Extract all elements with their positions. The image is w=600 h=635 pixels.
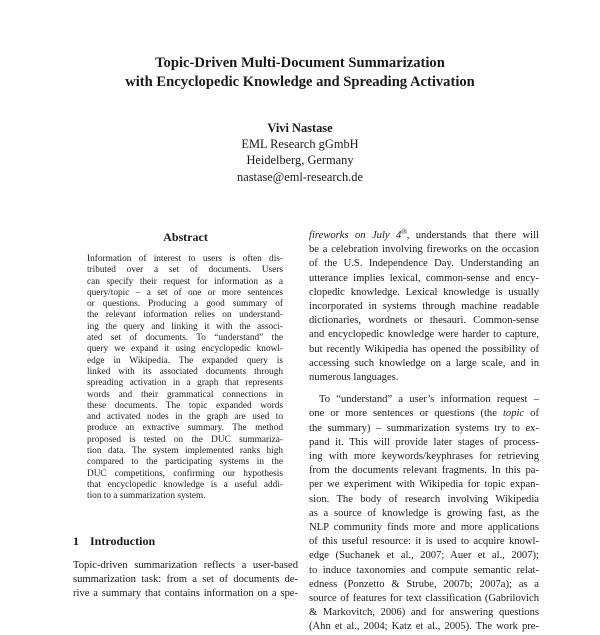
text-line: utterance implies lexical, common-sense and ency- [309,272,539,284]
text-line: rive a summary that contains information on a spe- [73,588,298,600]
text-line: dictionaries, wordnets or thesauri. Common-sense [309,315,539,327]
topic-italic: topic [502,408,525,420]
right-paragraph-2 [309,422,539,635]
text-line: these documents. The topic expanded words [87,400,283,411]
text-line: edness (Ponzetto & Strube, 2007b; 2007a); as a [309,578,539,590]
text-line: can specify their request for information as a [87,276,283,287]
title-line-1: Topic-Driven Multi-Document Summarization [155,55,445,71]
text-line: query/topic – a set of one or more sentences [87,287,283,298]
text-line: of the U.S. Independence Day. Understanding an [309,258,539,270]
right-paragraph-2-first-line: To “understand” a user’s information request – [319,394,539,406]
text-line: edge in Wikipedia. The expanded query is [87,355,283,366]
text-line: tion to a summarization system. [87,491,206,502]
abstract-heading: Abstract [163,230,208,244]
section-number: 1 [73,534,79,548]
introduction-text [73,559,298,601]
text-line: numerous languages. [309,372,399,384]
left-column [73,230,298,503]
abstract-body [87,254,283,503]
text-line: (Ahn et al., 2004; Katz et al., 2005). The work pre- [309,621,539,633]
text-line: DUC competitions, confirming our hypothesis [87,468,283,479]
text-line: ing the query and linking it with the associ- [87,321,283,332]
author-email: nastase@eml-research.de [237,169,363,184]
text-line: words and their grammatical connections in [87,389,283,400]
author-location: Heidelberg, Germany [246,153,354,168]
author-name: Vivi Nastase [267,121,333,135]
text-line: tion data. The system implemented ranks high [87,446,283,457]
text-line: ing with more keywords/keyphrases for retrieving [309,451,539,463]
text-line: tributed over a set of documents. Users [87,265,283,276]
text-line: NLP community finds more and more applications [309,522,539,534]
right-column-first-line [309,229,539,243]
text-line: incorporated in systems through machine readable [309,301,539,313]
text-line: that encyclopedic knowledge is a useful addi- [87,479,283,490]
text-line: spreading activation in a graph that represents [87,378,283,389]
text-line: per we experiment with Wikipedia for topic expan- [309,479,539,491]
first-line-superscript: th [401,227,407,236]
text-line: or questions. Producing a good summary of [87,299,283,310]
text-line: as a source of knowledge is growing fast, as the [309,507,539,519]
text-line: and encyclopedic knowledge were harder to capture, [309,329,539,341]
right-paragraph-1 [309,243,539,385]
text-line: produce an extractive summary. The method [87,423,283,434]
text-line: pand it. This will provide later stages of process- [309,436,539,448]
text-line: Topic-driven summarization reflects a user-based [73,560,298,571]
section-heading-introduction [73,534,155,548]
text-line: the summary) – summarization systems try to ex- [309,422,539,434]
author-block [0,120,600,185]
right-paragraph-2-second-line [309,407,539,421]
title-line-2: with Encyclopedic Knowledge and Spreading Activation [125,74,475,90]
text-line: edge (Suchanek et al., 2007; Auer et al., 2007); [309,550,539,562]
text-line: source of features for text classification (Gabrilovich [309,593,539,605]
text-line: compared to the participating systems in the [87,457,283,468]
text-line: accessing such knowledge on a large scale, and in [309,357,539,369]
text-line: sion. The body of research involving Wikipedia [309,493,539,505]
text-line: from the documents relevant fragments. In this pa- [309,465,539,477]
text-line: clopedic knowledge. Lexical knowledge is usually [309,286,539,298]
text-line: ated set of documents. To “understand” the [87,333,283,344]
text-line: linked with its associated documents through [87,366,283,377]
author-affiliation: EML Research gGmbH [241,137,359,152]
text-line: but recently Wikipedia has opened the possibility of [309,343,539,355]
text-line: query we expand it using encyclopedic knowl- [87,344,283,355]
text-line: summarization task: from a set of documents de- [73,574,298,586]
text-line: be a celebration involving fireworks on the occasion [309,244,539,256]
section-title: Introduction [90,534,156,548]
text-line: of this useful resource: it is used to acquire knowl- [309,536,539,548]
topic-line-post: of [524,408,539,420]
text-line: proposed is tested on the DUC summariza- [87,434,283,445]
text-line: to induce taxonomies and compute semantic relat- [309,564,539,576]
first-line-rest: , understands that there will [406,230,540,241]
first-line-italic: fireworks on July 4 [309,230,402,241]
right-column [309,229,539,635]
text-line: Information of interest to users is often dis- [87,254,283,264]
text-line: the relevant information relies on understand- [87,310,283,321]
paper-title [0,54,600,92]
topic-line-pre: one or more sentences or questions (the [309,408,503,420]
text-line: & Markovitch, 2006) and for answering questions [309,607,539,619]
text-line: and activated nodes in the graph are used to [87,412,283,423]
